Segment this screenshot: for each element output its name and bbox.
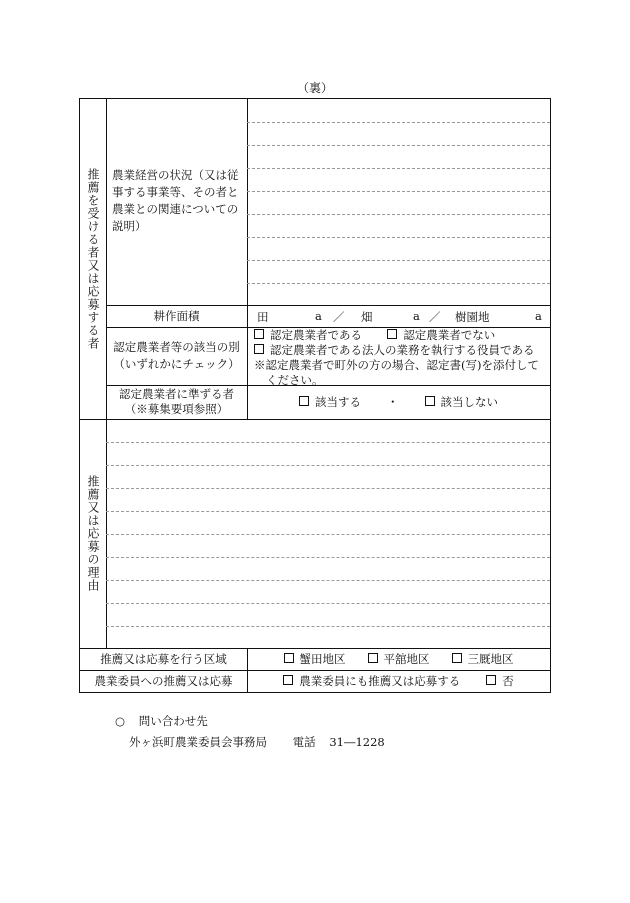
- district-tairadate-checkbox[interactable]: 平舘地区: [368, 651, 430, 667]
- area-separator: ／: [429, 310, 441, 324]
- checkbox-icon: [387, 329, 397, 339]
- equivalent-no-checkbox[interactable]: 該当しない: [425, 394, 499, 410]
- area-orchard-label: 樹園地: [455, 310, 490, 324]
- phone-number: 31―1228: [329, 735, 385, 749]
- person-section-label-cell: [80, 99, 106, 419]
- area-field-label: 畑: [361, 310, 373, 324]
- area-rice-unit: a: [315, 309, 322, 323]
- checkbox-icon: [254, 329, 264, 339]
- person-section-label: 推薦を受ける者又は応募する者: [86, 168, 100, 350]
- checkbox-icon: [299, 396, 309, 406]
- district-label: 推薦又は応募を行う区域: [100, 651, 227, 666]
- checkbox-icon: [254, 344, 264, 354]
- option-dot: ・: [387, 395, 399, 409]
- area-field-unit: a: [413, 309, 420, 323]
- checkbox-icon: [486, 675, 496, 685]
- checkbox-icon: [284, 653, 294, 663]
- contact-office: 外ヶ浜町農業委員会事務局 電話 31―1228: [129, 735, 385, 749]
- committee-no-checkbox[interactable]: 否: [486, 673, 514, 689]
- area-label: 耕作面積: [153, 308, 200, 323]
- equivalent-yes-checkbox[interactable]: 該当する: [299, 394, 361, 410]
- farm-status-label: 農業経営の状況（又は従 事する事業等、その者と 農業との関連についての 説明）: [112, 168, 239, 233]
- checkbox-icon: [283, 675, 293, 685]
- checkbox-icon: [452, 653, 462, 663]
- certified-no-checkbox[interactable]: 認定農業者でない: [387, 328, 495, 342]
- recommendation-form: [79, 98, 551, 693]
- certified-note: ※認定農業者で町外の方の場合、認定書(写)を添付して: [254, 358, 539, 372]
- area-orchard-unit: a: [535, 309, 542, 323]
- committee-yes-checkbox[interactable]: 農業委員にも推薦又は応募する: [283, 673, 460, 689]
- checkbox-icon: [368, 653, 378, 663]
- page-label: （裏）: [296, 81, 333, 95]
- certified-yes-checkbox[interactable]: 認定農業者である: [254, 328, 362, 342]
- area-separator: ／: [333, 310, 345, 324]
- certified-officer-checkbox[interactable]: 認定農業者である法人の業務を執行する役員である: [254, 343, 535, 357]
- district-minmaya-checkbox[interactable]: 三厩地区: [452, 651, 514, 667]
- reason-section-label: 推薦又は応募の理由: [86, 475, 100, 592]
- reason-section-label-cell: [80, 419, 106, 648]
- committee-label: 農業委員への推薦又は応募: [94, 673, 233, 688]
- checkbox-icon: [425, 396, 435, 406]
- equivalent-options: [247, 385, 550, 419]
- equivalent-label: 認定農業者に準ずる者 （※募集要項参照）: [119, 387, 234, 416]
- certified-note-cont: ください。: [266, 373, 324, 387]
- circle-bullet-icon: ○: [115, 714, 126, 728]
- farm-status-field[interactable]: [247, 99, 550, 305]
- district-options: [247, 648, 550, 670]
- area-row: [247, 305, 550, 327]
- committee-options: [247, 670, 550, 692]
- phone-label: 電話: [292, 735, 316, 749]
- reason-field[interactable]: [106, 419, 550, 648]
- district-kanita-checkbox[interactable]: 蟹田地区: [284, 651, 346, 667]
- contact-heading: ○ 問い合わせ先: [115, 714, 208, 728]
- area-rice-label: 田: [257, 310, 269, 324]
- certified-label: 認定農業者等の該当の別 （いずれかにチェック）: [113, 340, 240, 371]
- certified-options: [254, 328, 539, 388]
